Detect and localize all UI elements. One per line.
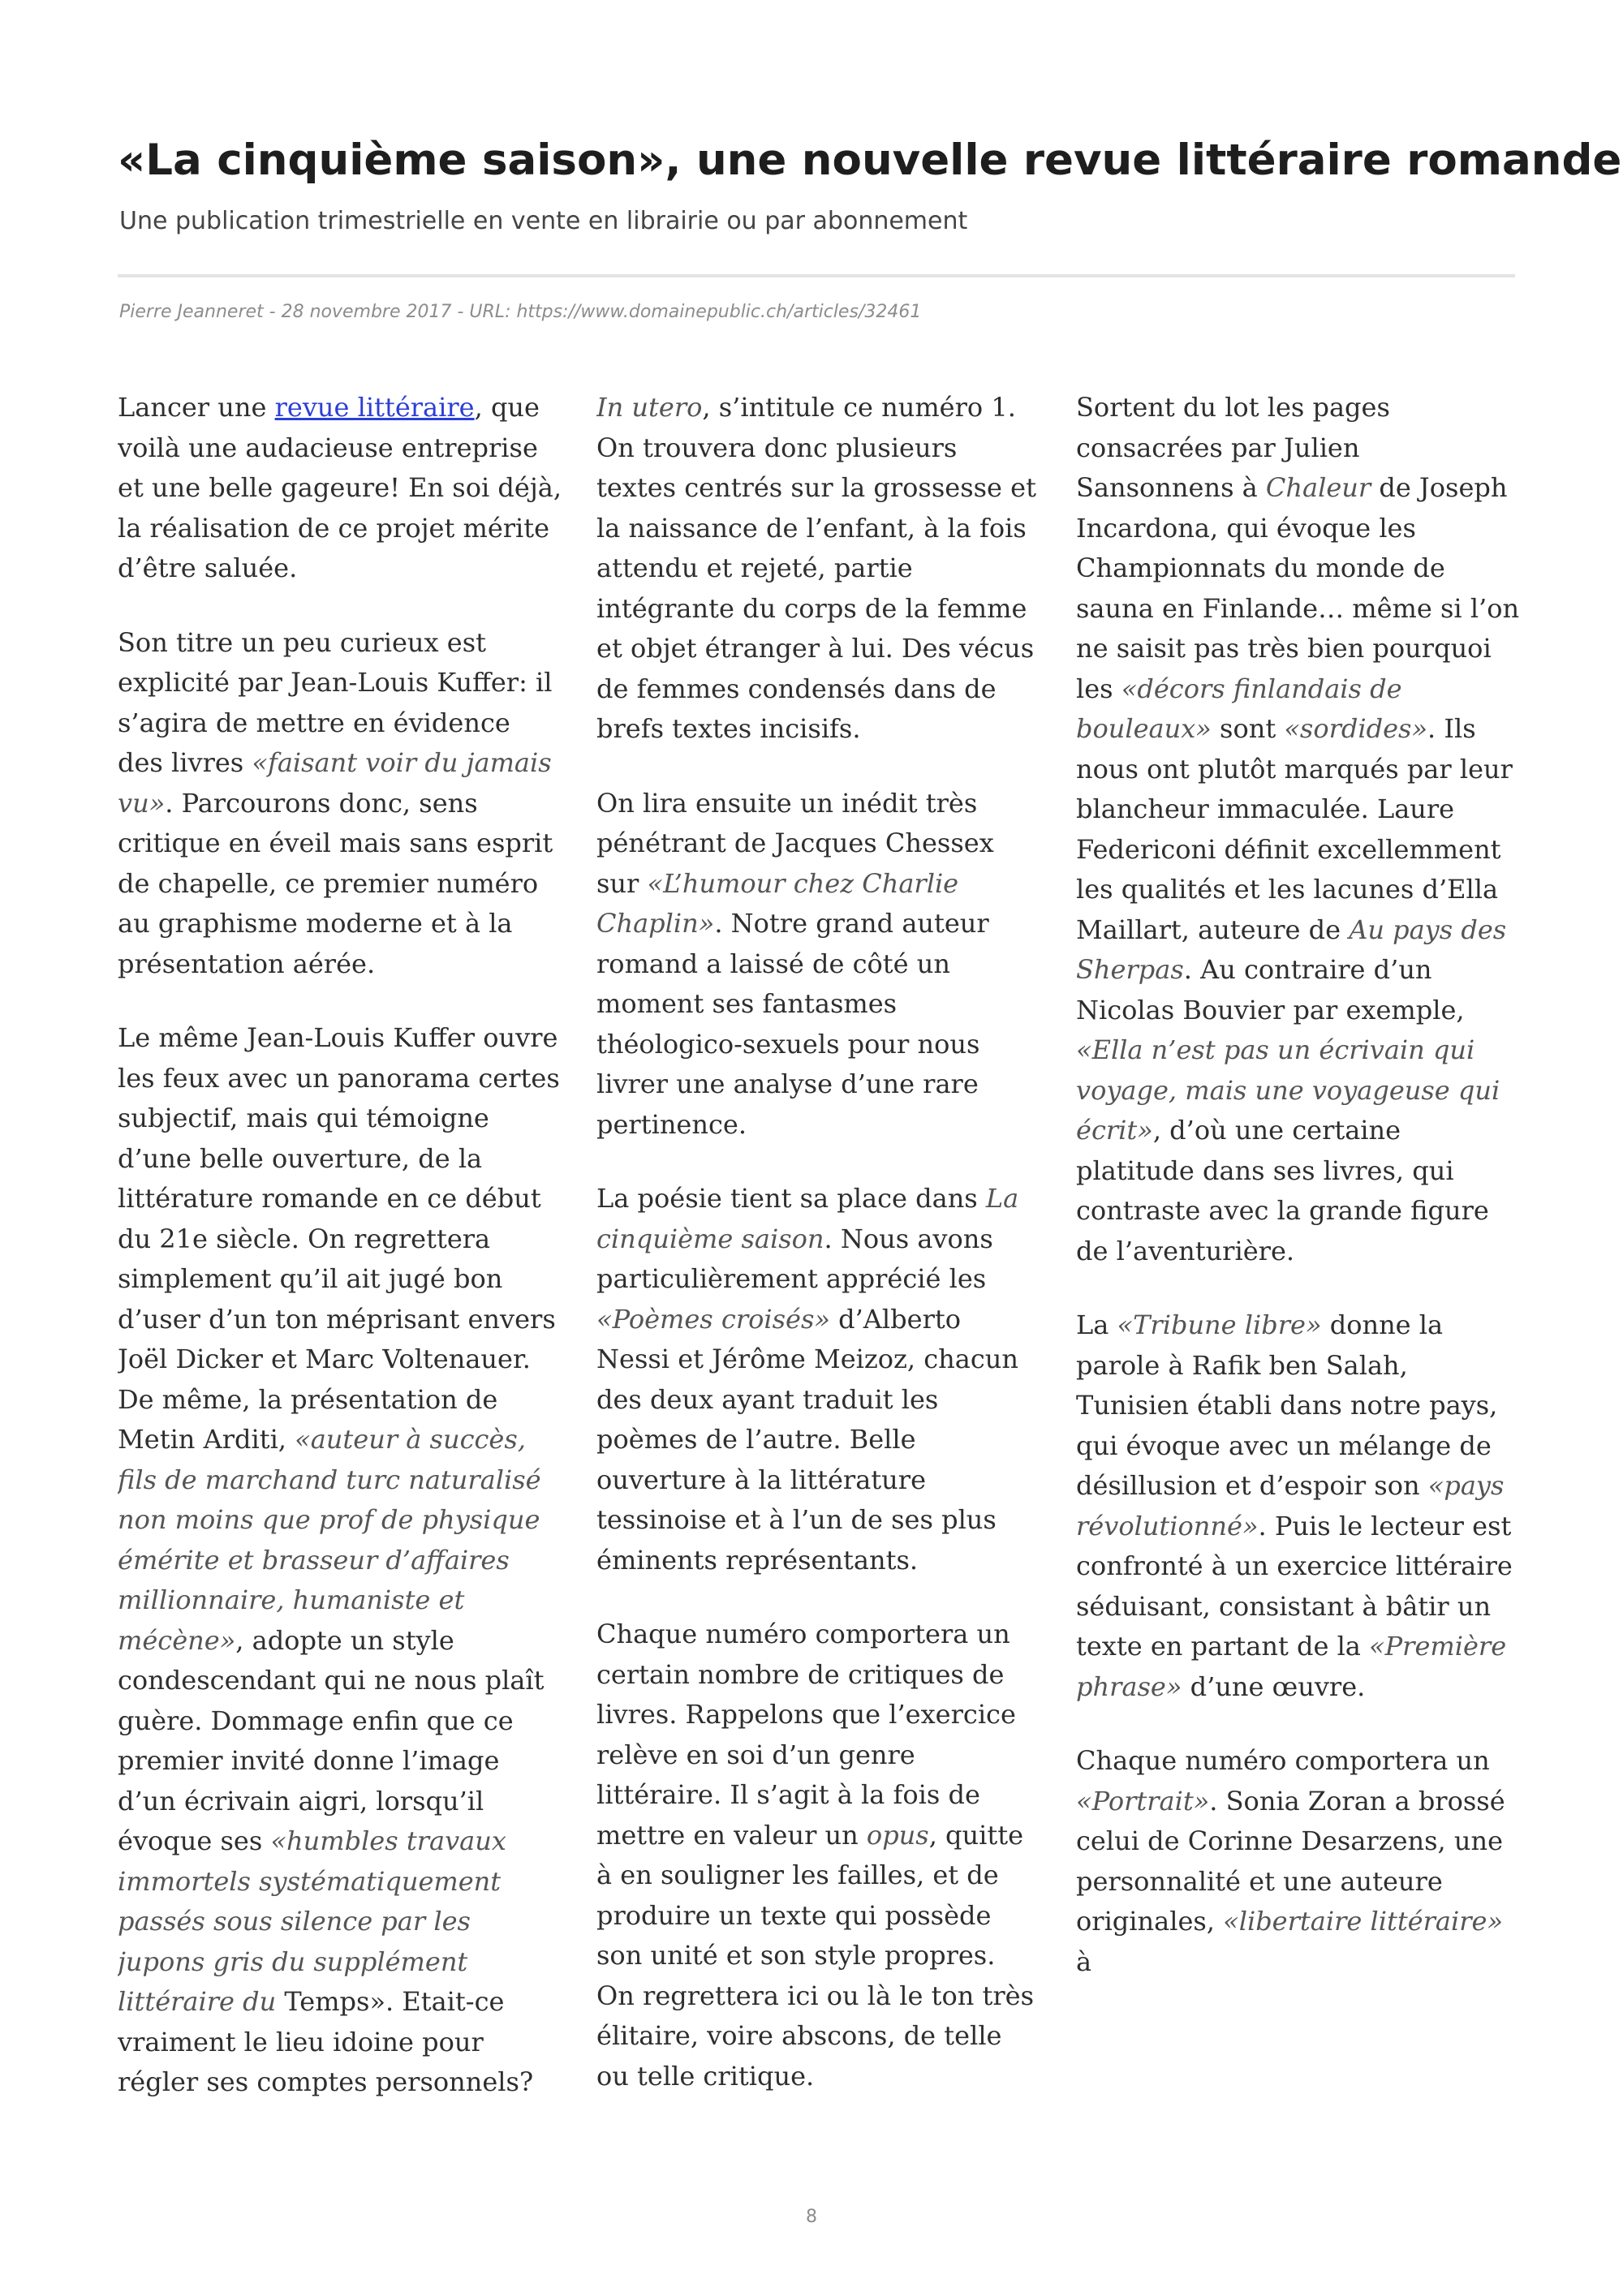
text-run: Sortent du lot les pages consacrées par Julien Sansonnens à [1076, 392, 1390, 503]
quote: In utero [596, 392, 703, 423]
paragraph-8 [1076, 388, 1521, 1271]
quote: «Portrait» [1076, 1785, 1210, 1817]
text-run: La poésie tient sa place dans [596, 1183, 986, 1214]
quote: Au pays des Sherpas [1076, 914, 1507, 985]
quote: «Première phrase» [1076, 1631, 1507, 1702]
text-run: La [1076, 1309, 1117, 1340]
text-run: , que voilà une audacieuse entreprise et une belle gageure! En soi déjà, la réalisation de ce projet mérite d’être saluée. [118, 392, 562, 583]
text-run: Temps». Etait-ce vraiment le lieu idoine pour régler ses comptes personnels? [118, 1986, 534, 2097]
quote: Chaleur [1265, 472, 1371, 503]
text-run: sont [1211, 713, 1285, 744]
quote: «décors finlandais de bouleaux» [1076, 673, 1402, 744]
article-title: «La cinquième saison», une nouvelle revue littéraire romande [118, 135, 1622, 185]
article-subtitle: Une publication trimestrielle en vente en librairie ou par abonnement [119, 207, 968, 235]
text-run: . Nous avons particulièrement apprécié les [596, 1223, 993, 1294]
paragraph-5 [596, 784, 1041, 1146]
quote: «Tribune libre» [1117, 1309, 1322, 1340]
paragraph-10 [1076, 1741, 1521, 1982]
text-run: Chaque numéro comportera un certain nombre de critiques de livres. Rappelons que l’exercice relève en soi d’un genre littéraire. Il s’agit à la fois de mettre en valeur un [596, 1619, 1016, 1851]
text-run: Le même Jean-Louis Kuffer ouvre les feux avec un panorama certes subjectif, mais qui témoigne d’une belle ouverture, de la littérature romande en ce début du 21e siècle. On regrettera simplement qu’il ait jugé bon d’user d’un ton méprisant envers Joël Dicker et Marc Voltenauer. De même, la présentation de Metin Arditi, [118, 1022, 560, 1455]
header-divider [118, 274, 1515, 277]
quote: «sordides» [1284, 713, 1428, 744]
paragraph-4 [596, 388, 1041, 750]
article-byline: Pierre Jeanneret - 28 novembre 2017 - URL: https://www.domainepublic.ch/articles/32461 [119, 302, 922, 322]
text-run: d’Alberto Nessi et Jérôme Meizoz, chacun des deux ayant traduit les poèmes de l’autre. Belle ouverture à la littérature tessinoise et à l’un de ses plus éminents représentants. [596, 1303, 1018, 1576]
page-number: 8 [806, 2207, 817, 2227]
paragraph-3 [118, 1018, 562, 2103]
text-column-3 [1076, 388, 1521, 2156]
revue-litteraire-link[interactable]: revue littéraire [274, 392, 475, 423]
quote: «humbles travaux immortels systématiquement passés sous silence par les jupons gris du supplément littéraire du [118, 1825, 506, 2017]
text-run: . Sonia Zoran a brossé celui de Corinne Desarzens, une personnalité et une auteure originales, [1076, 1785, 1505, 1937]
paragraph-2 [118, 623, 562, 985]
text-run: . Puis le lecteur est confronté à un exercice littéraire séduisant, consistant à bâtir un texte en partant de la [1076, 1510, 1513, 1662]
text-run: à [1076, 1946, 1092, 1977]
paragraph-7 [596, 1615, 1041, 2096]
text-run: de Joseph Incardona, qui évoque les Championnats du monde de sauna en Finlande… même si l’on ne saisit pas très bien pourquoi les [1076, 472, 1520, 704]
text-column-1 [118, 388, 562, 2156]
text-run: . Parcourons donc, sens critique en éveil mais sans esprit de chapelle, ce premier numéro au graphisme moderne et à la présentation aérée. [118, 787, 553, 979]
text-run: , d’où une certaine platitude dans ses livres, qui contraste avec la grande figure de l’aventurière. [1076, 1115, 1489, 1266]
paragraph-6 [596, 1179, 1041, 1580]
quote: «pays révolutionné» [1076, 1470, 1505, 1541]
quote: opus [866, 1819, 929, 1851]
text-run: Lancer une [118, 392, 275, 423]
text-run: . Ils nous ont plutôt marqués par leur blancheur immaculée. Laure Federiconi définit excellemment les qualités et les lacunes d’Ella Maillart, auteure de [1076, 713, 1513, 945]
text-run: Chaque numéro comportera un [1076, 1745, 1490, 1776]
text-run: On lira ensuite un inédit très pénétrant de Jacques Chessex sur [596, 787, 994, 899]
text-run: donne la parole à Rafik ben Salah, Tunisien établi dans notre pays, qui évoque avec un mélange de désillusion et d’espoir son [1076, 1309, 1498, 1501]
quote: «Ella n’est pas un écrivain qui voyage, mais une voyageuse qui écrit» [1076, 1034, 1500, 1146]
text-run: . Au contraire d’un Nicolas Bouvier par exemple, [1076, 954, 1465, 1025]
text-run: d’une œuvre. [1182, 1670, 1366, 1702]
text-run: , quitte à en souligner les failles, et de produire un texte qui possède son unité et son style propres. On regrettera ici ou là le ton très élitaire, voire abscons, de telle ou telle critique. [596, 1819, 1035, 2092]
quote: «faisant voir du jamais vu» [118, 747, 552, 819]
text-run: , adopte un style condescendant qui ne nous plaît guère. Dommage enfin que ce premier invité donne l’image d’un écrivain aigri, lorsqu’il évoque ses [118, 1624, 545, 1856]
paragraph-1 [118, 388, 562, 589]
text-run: Son titre un peu curieux est explicité par Jean-Louis Kuffer: il s’agira de mettre en évidence des livres [118, 626, 553, 778]
quote: «libertaire littéraire» [1223, 1906, 1504, 1937]
quote: La cinquième saison [596, 1183, 1019, 1254]
text-run: . Notre grand auteur romand a laissé de côté un moment ses fantasmes théologico-sexuels pour nous livrer une analyse d’une rare pertinence. [596, 908, 989, 1140]
text-column-2 [596, 388, 1041, 2156]
quote: «auteur à succès, fils de marchand turc naturalisé non moins que prof de physique émérite et brasseur d’affaires millionnaire, humaniste et mécène» [118, 1424, 541, 1656]
quote: «Poèmes croisés» [596, 1303, 830, 1335]
quote: «L’humour chez Charlie Chaplin» [596, 867, 959, 939]
text-run: , s’intitule ce numéro 1. On trouvera donc plusieurs textes centrés sur la grossesse et la naissance de l’enfant, à la fois attendu et rejeté, partie intégrante du corps de la femme et objet étranger à lui. Des vécus de femmes condensés dans de brefs textes incisifs. [596, 392, 1036, 744]
paragraph-9 [1076, 1305, 1521, 1707]
